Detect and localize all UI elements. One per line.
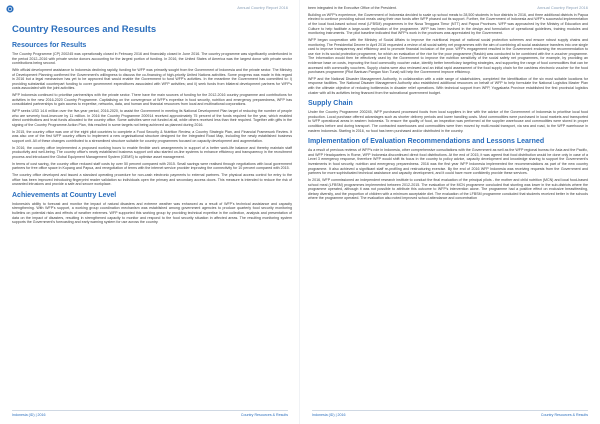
section-heading-achievements: Achievements at Country Level [12, 191, 117, 199]
paragraph: As a result of previous reviews of WFP's role in Indonesia, other comprehensive consultations with the Government as well as the WFP regional bureau for Asia and the Pacific, and WFP Headquarters in Rome, WFP Indonesia discontinued direct food distributions. At the end of 2015, it was agreed that food distribution would be done only in case of a Level 3 emergency response, therefore WFP would shift its focus in the country to policy advice, capacity development and knowledge sharing to support the Government's investments in food security, nutrition and emergency preparedness. 2016 was the first year WFP Indonesia implemented the recommendations as part of the new country programme. It also achieved a significant staff re-profiling and restructuring exercise. By the end of 2016 WFP Indonesia was receiving requests from the Government and partners for more sophisticated technical assistance and capacity development, and it could have more confidently provide these services. [308, 148, 588, 176]
page-header [0, 0, 300, 20]
paragraph: WFP seeks USD 14.6 million over the five-year period, 2016-2020, to assist the Government in meeting its National Development Plan target of reducing the number of people who are severely food-insecure by 11 million. In 2016 the Country Programme 200914 received approximately 75 percent of the funds required for the year, which enabled direct contributions and trust funds allocated to the country office. Some activities were not funded at all, while others received less than their required. Together with gifts in the signing of the Country Programme Action Plan, this resulted in some targets not being achieved as planned during 2016. [12, 109, 292, 127]
paragraph: Indonesia's ability to forecast and monitor the impact of natural disasters and extreme weather was enhanced as a result of WFP's technical assistance and capacity strengthening. With WFP's support, a working group coordination mechanism was established among government agencies to produce quarterly food security monitoring bulletins on potential risks and effects of weather extremes. WFP supported this working group by providing technical expertise in the collection, analysis and presentation of data on the impact of disasters, resulting in strengthened capacity to monitor and respond to the food security situation in affected areas. The resulting monitoring system supports the Government's forecasting and early warning system for use across the country. [12, 201, 292, 225]
wfp-logo-icon [6, 5, 14, 13]
footer-left-label: Indonesia (ID) | 2016 [12, 413, 46, 417]
paragraph: The Country Programme (CP) 200245 was operationally closed in February 2016 and financially closed in June 2016. The country programme was significantly underfunded in the period 2012–2016 with private sector donors accounting for the largest portion of funding. In 2016, the United States of America was the largest donor with private sector contributions being second. [12, 52, 292, 66]
footer-left-label: Indonesia (ID) | 2016 [312, 413, 346, 417]
paragraph: WFP began cooperation with the Ministry of Social Affairs to improve the nutritional impact of national social protection schemes and ensure robust supply chains and monitoring. The Presidential Decree in April 2016 requested a review of all social safety net programmes with the aim of combining all social assistance transfers into one single card to improve transparency and efficiency and to promote financial inclusion of the poor. WFP's engagement resulted in the Government endorsing the recommendation to use rice in its social protection programme, for which an evaluation of the rice for the poor programme (Raskin) was conducted to be combined with the e-voucher programme. The information would then be effectively used by the Government to improve the nutrition sensitivity of the social safety net programmes, for example, by providing an evidence base on costs, improving the food commodity voucher value, identify better beneficiary targeting strategies, and supporting the range of food commodities that can be accessed with commodity vouchers. Supply chains were also reviewed and an initial rapid assessment of the food supply chain for the cashless electronic voucher for the food purchases programme (Pilot Bantuan Pangan Non Tunai) will help the Government improve efficiency. [308, 37, 588, 75]
paragraph: In terms of cost saving, the country office reduced staff costs by over 50 percent compared with 2015. Small savings were realised through negotiations with local government partners for free office space in Kupang and Papua, and renegotiation of terms with the internet service provider improving the connectivity for 10 percent compared with 2015. [12, 161, 292, 171]
page-footer [12, 410, 288, 419]
paragraph: WFP Indonesia continued to prioritise partnerships with the private sector. There have the main sources of funding for the 2012-2016 country programme and contributions for activities in the new 2016-2020 Country Programme. Capitalising on the convergence of WFP's expertise in food security, nutrition and emergency preparedness, WFP has consolidated partnerships to gain access to expertise, networks, data, and human and financial resources from local and multinational corporations. [12, 93, 292, 107]
page-title: Country Resources and Results [12, 24, 157, 35]
paragraph: In 2016, the country office implemented a proposed working hours to enable flexible work arrangements in support of a better work-life balance and thereby maintain staff productivity and well-being. The country office's newly established business support unit also started on-line systems to enhance efficiency and transparency in the recruitment process and introduced the Global Equipment Management System (GEMS) to optimise asset management. [12, 145, 292, 159]
footer-right-label: Country Resources & Results [240, 413, 288, 417]
right-page [300, 0, 600, 424]
left-content [12, 24, 292, 406]
paragraph: With official development assistance to Indonesia declining rapidly, funding for WFP was primarily sought from the Government of Indonesia and the private sector. The Ministry of Development Planning confirmed the Government's willingness to discuss the co-financing of high-priority United Nations activities. Some progress was made in this regard in 2016 but a legal mechanism has yet to be approved that would enable the Government to fund WFP's activities. In the meantime the Government has committed to: i) providing substantial counterpart funding to cover government expenditures associated with WFP activities; and ii) seek funds from bilateral development partners for WFP's costs associated with the joint activities. [12, 67, 292, 91]
paragraph: In 2016, WFP commissioned an independent research institute to conduct the final evaluation of the principal pilots - the mother and child nutrition (MCN) and local food-based school meal (LFBSM) programmes implemented between 2012-2015. The evaluation of the MCN programme concluded that stunting was lower in the sub-districts where the programme operated, although it was not possible to attribute this outcome to WFP's intervention alone. The programme had a positive effect on exclusive breastfeeding, dietary diversity, and the proportion of children with a minimum acceptable diet. The evaluation of the LFBSM programme concluded that students received better in the schools where the programme operated. The evaluation also noted improved school attendance and concentration [308, 177, 588, 201]
paragraph: WFP and the National Disaster Management Authority, in collaboration with a wide range of stakeholders, completed the identification of the six most suitable locations for response facilities. The National Disaster Management Authority also established additional resources on behalf of WFP to help formulate the National Logistics Master Plan with the ultimate objective of reducing bottlenecks in disaster relief operations. With technical support from WFP, Yogyakarta Province established the first provincial logistics cluster with all its activities being financed from the subnational government budget. [308, 76, 588, 95]
paragraph: In 2015, the country office was one of the eight pilot countries to complete a Food Security & Nutrition Review, a Country Strategic Plan, and Financial Framework Review. It was also one of the first WFP country offices to implement a new organisational structure designed for the Integrated Road Map, including the newly established business support unit. All of these changes contributed to a streamlined structure suitable for country programmes focused on capacity development and augmentation. [12, 129, 292, 143]
paragraph: Building on WFP's experience, the Government of Indonesia decided to scale up school meals to 28,500 students in four districts in 2016, and three additional districts in Papua elected to continue providing school meals using their own funds after WFP phased out its support. Further, the Government of Indonesia and WFP's successful implementation of the local food-based school meal (LFBSM) programmes in the Nusa Tenggara Timur (NTT) and Papua Provinces. WFP was approached by the Ministry of Education and Culture to help facilitate a large-scale replication of the programme. WFP has been involved in the design and formulation of operational guidelines, training modules and monitoring instruments. The pilot baseline indicated that WFP's work in the provinces was appreciated by the Government. [308, 12, 588, 36]
header-label: Annual Country Report 2016 [537, 5, 588, 10]
paragraph: Under the Country Programme 200245, WFP purchased processed foods from local suppliers in line with the advice of the Government of Indonesia to prioritise local food production. Local purchase offered advantages such as shorter delivery periods and lower handling costs. Most commodities were purchased in local markets and transported to WFP operational areas in eastern Indonesia. To ensure the quality of food, an inspection was performed at the supplier warehouse and commodities were stored in proper conditions before and during transport. The contracted warehouses and commodities were then moved by multi-modal transport, via sea and road, to the WFP warehouse in eastern Indonesia. Starting in 2016, no food has been purchased and/or distributed in the country. [308, 110, 588, 133]
right-content [308, 6, 588, 406]
paragraph: been integrated in the Executive Office of the President. [308, 6, 397, 10]
page-footer [312, 410, 588, 419]
footer-right-label: Country Resources & Results [540, 413, 588, 417]
header-label: Annual Country Report 2016 [237, 5, 288, 10]
paragraph: The country office developed and issued a standard operating procedure for non-cash electronic payments to external partners. The physical access control for entry to the office has been improved introducing fingerprint reader validation so individuals open the primary and secondary access doors. This measure is intended to reduce the risk of unwanted intrusions and provide a safe and secure workplace. [12, 172, 292, 187]
section-heading-resources: Resources for Results [12, 42, 87, 49]
section-heading-evaluation: Implementation of Evaluation Recommendations and Lessons Learned [308, 138, 545, 146]
section-heading-supply-chain: Supply Chain [308, 100, 353, 108]
